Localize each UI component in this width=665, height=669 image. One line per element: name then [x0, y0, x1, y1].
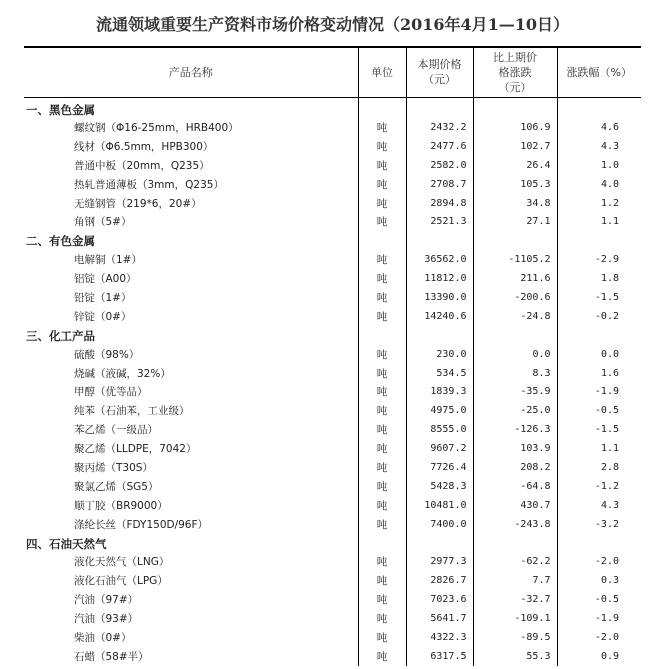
- table-row: [24, 119, 641, 138]
- change-cell: 106.9: [473, 119, 557, 138]
- product-name-cell: 汽油（93#）: [74, 613, 139, 626]
- pct-cell: 1.1: [557, 213, 641, 232]
- category-label: 三、化工产品: [26, 328, 95, 343]
- product-name-cell: 硫酸（98%）: [74, 348, 140, 361]
- price-cell: 2521.3: [406, 213, 473, 232]
- price-cell: 2432.2: [406, 119, 473, 138]
- unit-cell: 吨: [358, 270, 406, 289]
- unit-cell: 吨: [358, 289, 406, 308]
- price-cell: 7023.6: [406, 591, 473, 610]
- change-cell: -25.0: [473, 402, 557, 421]
- table-row: [24, 251, 641, 270]
- table-row: [24, 610, 641, 629]
- change-cell: 105.3: [473, 175, 557, 194]
- unit-cell: 吨: [358, 647, 406, 666]
- change-cell: -62.2: [473, 553, 557, 572]
- price-cell: 230.0: [406, 345, 473, 364]
- pct-cell: -1.9: [557, 383, 641, 402]
- price-cell: 11812.0: [406, 270, 473, 289]
- table-row: [24, 213, 641, 232]
- product-name-cell: 液化天然气（LNG）: [74, 556, 170, 569]
- table-row: [24, 383, 641, 402]
- change-cell: 8.3: [473, 364, 557, 383]
- category-row: [24, 232, 641, 251]
- product-name-cell: 无缝钢管（219*6，20#）: [74, 197, 202, 210]
- pct-cell: -1.2: [557, 477, 641, 496]
- pct-cell: -1.9: [557, 610, 641, 629]
- table-row: [24, 421, 641, 440]
- table-row: [24, 647, 641, 666]
- empty-cell: [406, 534, 473, 553]
- pct-cell: 1.6: [557, 364, 641, 383]
- unit-cell: 吨: [358, 421, 406, 440]
- table-row: [24, 345, 641, 364]
- price-cell: 4975.0: [406, 402, 473, 421]
- table-header-row: [24, 47, 641, 97]
- product-name-cell: 汽油（97#）: [74, 594, 139, 607]
- header-unit: 单位: [358, 47, 406, 97]
- pct-cell: 1.2: [557, 194, 641, 213]
- change-cell: 211.6: [473, 270, 557, 289]
- change-cell: 0.0: [473, 345, 557, 364]
- category-row: [24, 326, 641, 345]
- change-cell: 208.2: [473, 459, 557, 478]
- category-row: [24, 97, 641, 119]
- pct-cell: -1.5: [557, 421, 641, 440]
- empty-cell: [473, 534, 557, 553]
- price-cell: 7400.0: [406, 515, 473, 534]
- unit-cell: 吨: [358, 307, 406, 326]
- change-cell: -64.8: [473, 477, 557, 496]
- change-cell: -200.6: [473, 289, 557, 308]
- empty-cell: [557, 326, 641, 345]
- change-cell: -32.7: [473, 591, 557, 610]
- unit-cell: 吨: [358, 364, 406, 383]
- change-cell: 430.7: [473, 496, 557, 515]
- table-row: [24, 137, 641, 156]
- change-cell: -89.5: [473, 629, 557, 648]
- product-name-cell: 甲醇（优等品）: [74, 386, 148, 399]
- table-row: [24, 194, 641, 213]
- price-cell: 36562.0: [406, 251, 473, 270]
- empty-cell: [358, 232, 406, 251]
- unit-cell: 吨: [358, 610, 406, 629]
- unit-cell: 吨: [358, 515, 406, 534]
- pct-cell: 4.3: [557, 137, 641, 156]
- unit-cell: 吨: [358, 213, 406, 232]
- table-row: [24, 459, 641, 478]
- unit-cell: 吨: [358, 156, 406, 175]
- product-name-cell: 纯苯（石油苯，工业级）: [74, 405, 190, 418]
- table-row: [24, 289, 641, 308]
- change-cell: -24.8: [473, 307, 557, 326]
- header-pct: 涨跌幅（%）: [557, 47, 641, 97]
- category-label: 一、黑色金属: [26, 102, 95, 117]
- product-name-cell: 电解铜（1#）: [74, 254, 142, 267]
- table-row: [24, 307, 641, 326]
- unit-cell: 吨: [358, 345, 406, 364]
- table-row: [24, 553, 641, 572]
- pct-cell: -2.0: [557, 629, 641, 648]
- product-name-cell: 线材（Φ6.5mm，HPB300）: [74, 140, 214, 153]
- table-row: [24, 477, 641, 496]
- product-name-cell: 角钢（5#）: [74, 216, 132, 229]
- product-name-cell: 螺纹钢（Φ16-25mm，HRB400）: [74, 121, 239, 134]
- table-row: [24, 364, 641, 383]
- unit-cell: 吨: [358, 572, 406, 591]
- unit-cell: 吨: [358, 402, 406, 421]
- unit-cell: 吨: [358, 496, 406, 515]
- change-cell: -1105.2: [473, 251, 557, 270]
- empty-cell: [406, 97, 473, 119]
- price-cell: 1839.3: [406, 383, 473, 402]
- change-cell: 34.8: [473, 194, 557, 213]
- unit-cell: 吨: [358, 553, 406, 572]
- empty-cell: [473, 326, 557, 345]
- change-cell: -126.3: [473, 421, 557, 440]
- table-row: [24, 572, 641, 591]
- pct-cell: -3.2: [557, 515, 641, 534]
- product-name-cell: 锌锭（0#）: [74, 310, 132, 323]
- table-row: [24, 270, 641, 289]
- price-cell: 14240.6: [406, 307, 473, 326]
- price-cell: 7726.4: [406, 459, 473, 478]
- header-product-name: 产品名称: [24, 47, 358, 97]
- pct-cell: -1.5: [557, 289, 641, 308]
- table-row: [24, 156, 641, 175]
- table-row: [24, 175, 641, 194]
- pct-cell: -0.5: [557, 591, 641, 610]
- pct-cell: 4.0: [557, 175, 641, 194]
- category-label: 四、石油天然气: [26, 536, 107, 551]
- pct-cell: 1.1: [557, 440, 641, 459]
- pct-cell: -0.5: [557, 402, 641, 421]
- price-cell: 10481.0: [406, 496, 473, 515]
- price-cell: 6317.5: [406, 647, 473, 666]
- change-cell: -109.1: [473, 610, 557, 629]
- unit-cell: 吨: [358, 194, 406, 213]
- product-name-cell: 聚乙烯（LLDPE，7042）: [74, 443, 197, 456]
- price-cell: 2977.3: [406, 553, 473, 572]
- change-cell: 102.7: [473, 137, 557, 156]
- product-name-cell: 聚氯乙烯（SG5）: [74, 480, 159, 493]
- price-cell: 4322.3: [406, 629, 473, 648]
- price-cell: 5641.7: [406, 610, 473, 629]
- product-name-cell: 苯乙烯（一级品）: [74, 424, 158, 437]
- unit-cell: 吨: [358, 459, 406, 478]
- unit-cell: 吨: [358, 440, 406, 459]
- product-name-cell: 柴油（0#）: [74, 631, 132, 644]
- category-label: 二、有色金属: [26, 234, 95, 249]
- product-name-cell: 聚丙烯（T30S）: [74, 461, 153, 474]
- change-cell: 26.4: [473, 156, 557, 175]
- table-row: [24, 496, 641, 515]
- empty-cell: [358, 97, 406, 119]
- price-cell: 2708.7: [406, 175, 473, 194]
- product-name-cell: 普通中板（20mm，Q235）: [74, 159, 210, 172]
- price-cell: 2582.0: [406, 156, 473, 175]
- table-row: [24, 515, 641, 534]
- table-row: [24, 591, 641, 610]
- product-name-cell: 涤纶长丝（FDY150D/96F）: [74, 518, 209, 531]
- unit-cell: 吨: [358, 137, 406, 156]
- empty-cell: [473, 232, 557, 251]
- category-row: [24, 534, 641, 553]
- pct-cell: 2.8: [557, 459, 641, 478]
- product-name-cell: 铅锭（1#）: [74, 291, 132, 304]
- pct-cell: -2.0: [557, 553, 641, 572]
- change-cell: -243.8: [473, 515, 557, 534]
- table-row: [24, 629, 641, 648]
- change-cell: 27.1: [473, 213, 557, 232]
- empty-cell: [473, 97, 557, 119]
- change-cell: 103.9: [473, 440, 557, 459]
- price-cell: 8555.0: [406, 421, 473, 440]
- empty-cell: [557, 534, 641, 553]
- product-name-cell: 液化石油气（LPG）: [74, 575, 168, 588]
- price-cell: 5428.3: [406, 477, 473, 496]
- price-cell: 2894.8: [406, 194, 473, 213]
- empty-cell: [406, 232, 473, 251]
- unit-cell: 吨: [358, 629, 406, 648]
- unit-cell: 吨: [358, 477, 406, 496]
- product-name-cell: 铝锭（A00）: [74, 273, 137, 286]
- change-cell: 55.3: [473, 647, 557, 666]
- empty-cell: [358, 534, 406, 553]
- pct-cell: 1.8: [557, 270, 641, 289]
- product-name-cell: 烧碱（液碱，32%）: [74, 367, 171, 380]
- pct-cell: 0.0: [557, 345, 641, 364]
- empty-cell: [406, 326, 473, 345]
- price-cell: 9607.2: [406, 440, 473, 459]
- empty-cell: [557, 232, 641, 251]
- unit-cell: 吨: [358, 175, 406, 194]
- table-row: [24, 402, 641, 421]
- unit-cell: 吨: [358, 119, 406, 138]
- change-cell: -35.9: [473, 383, 557, 402]
- pct-cell: 0.9: [557, 647, 641, 666]
- page-title: 流通领域重要生产资料市场价格变动情况（2016年4月1—10日）: [95, 15, 570, 34]
- empty-cell: [557, 97, 641, 119]
- price-cell: 2826.7: [406, 572, 473, 591]
- pct-cell: -2.9: [557, 251, 641, 270]
- pct-cell: 0.3: [557, 572, 641, 591]
- price-table: [24, 46, 641, 666]
- product-name-cell: 热轧普通薄板（3mm，Q235）: [74, 178, 224, 191]
- price-cell: 13390.0: [406, 289, 473, 308]
- unit-cell: 吨: [358, 251, 406, 270]
- product-name-cell: 石蜡（58#半）: [74, 650, 149, 663]
- header-change: 比上期价格涨跌（元）: [473, 47, 557, 97]
- unit-cell: 吨: [358, 591, 406, 610]
- pct-cell: 1.0: [557, 156, 641, 175]
- pct-cell: 4.6: [557, 119, 641, 138]
- empty-cell: [358, 326, 406, 345]
- pct-cell: 4.3: [557, 496, 641, 515]
- table-row: [24, 440, 641, 459]
- header-price: 本期价格（元）: [406, 47, 473, 97]
- pct-cell: -0.2: [557, 307, 641, 326]
- table-body: [24, 97, 641, 666]
- change-cell: 7.7: [473, 572, 557, 591]
- price-cell: 534.5: [406, 364, 473, 383]
- price-cell: 2477.6: [406, 137, 473, 156]
- unit-cell: 吨: [358, 383, 406, 402]
- product-name-cell: 顺丁胶（BR9000）: [74, 499, 168, 512]
